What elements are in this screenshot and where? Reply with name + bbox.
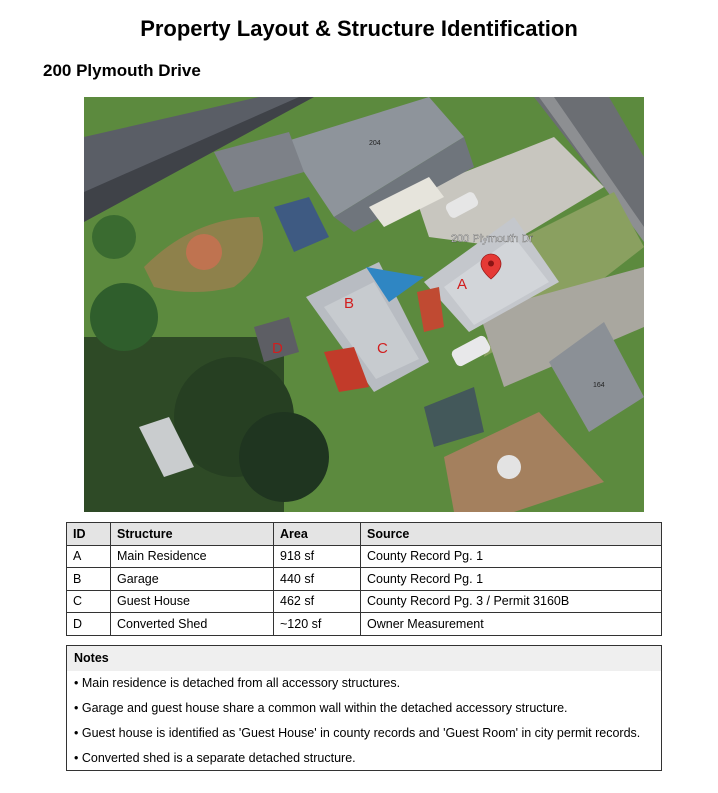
notes-list xyxy=(67,671,661,771)
cell-area: 918 sf xyxy=(274,545,361,568)
list-item: • Guest house is identified as 'Guest House' in county records and 'Guest Room' in city permit records. xyxy=(74,726,641,740)
cell-id: C xyxy=(67,590,111,613)
notes-heading: Notes xyxy=(67,646,661,671)
page-title: Property Layout & Structure Identification xyxy=(140,16,578,41)
structure-label-d: D xyxy=(272,340,283,357)
notes-box xyxy=(66,645,662,771)
cell-id: B xyxy=(67,568,111,591)
structure-label-a: A xyxy=(457,276,468,293)
cell-source: County Record Pg. 3 / Permit 3160B xyxy=(361,590,662,613)
table-row xyxy=(67,568,662,591)
cell-structure: Garage xyxy=(111,568,274,591)
structure-label-b: B xyxy=(344,295,355,312)
column-header-id: ID xyxy=(67,523,111,546)
cell-id: A xyxy=(67,545,111,568)
list-item: • Garage and guest house share a common wall within the detached accessory structure. xyxy=(74,701,568,715)
table-row xyxy=(67,613,662,636)
table-row xyxy=(67,545,662,568)
cell-area: 462 sf xyxy=(274,590,361,613)
house-number-204: 204 xyxy=(369,140,381,147)
cell-id: D xyxy=(67,613,111,636)
column-header-source: Source xyxy=(361,523,662,546)
cell-structure: Converted Shed xyxy=(111,613,274,636)
house-number-164: 164 xyxy=(593,382,605,389)
cell-source: County Record Pg. 1 xyxy=(361,545,662,568)
aerial-map xyxy=(84,97,644,512)
cell-source: Owner Measurement xyxy=(361,613,662,636)
table-row xyxy=(67,590,662,613)
cell-structure: Main Residence xyxy=(111,545,274,568)
structure-label-c: C xyxy=(377,340,388,357)
cell-area: 440 sf xyxy=(274,568,361,591)
structure-table xyxy=(66,522,662,636)
cell-structure: Guest House xyxy=(111,590,274,613)
map-address-label: 200 Plymouth Dr xyxy=(451,233,533,245)
list-item: • Converted shed is a separate detached structure. xyxy=(74,751,356,765)
list-item: • Main residence is detached from all accessory structures. xyxy=(74,676,401,690)
column-header-structure: Structure xyxy=(111,523,274,546)
cell-area: ~120 sf xyxy=(274,613,361,636)
address-heading: 200 Plymouth Drive xyxy=(43,61,201,80)
column-header-area: Area xyxy=(274,523,361,546)
cell-source: County Record Pg. 1 xyxy=(361,568,662,591)
table-header-row xyxy=(67,523,662,546)
